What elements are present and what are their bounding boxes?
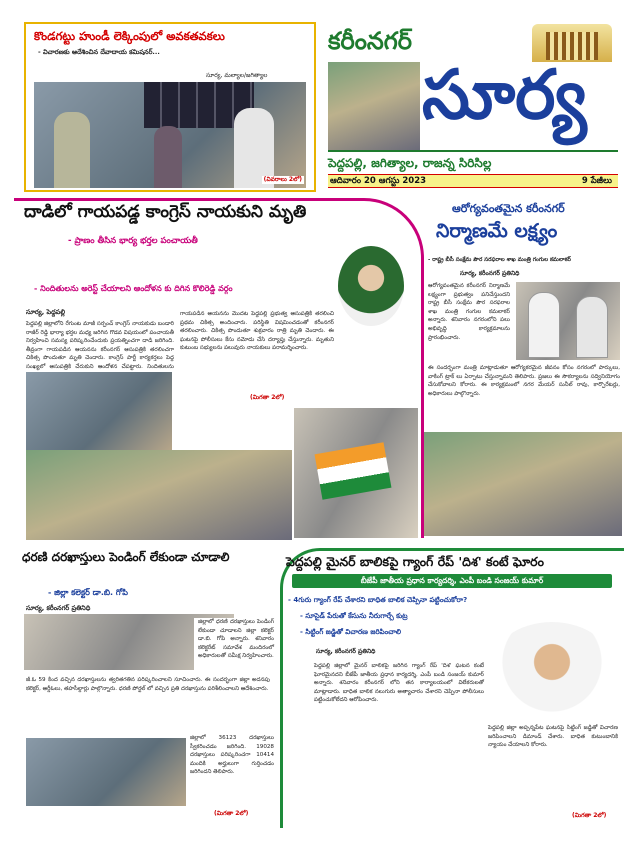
- masthead-regions: పెద్దపల్లి, జగిత్యాల, రాజన్న సిరిసిల్ల: [328, 150, 618, 172]
- story4-bullet2: - సూసైడ్ పేరుతో కేసును నీరుగార్చే కుట్ర: [300, 612, 408, 620]
- masthead: [322, 22, 618, 194]
- masthead-city: కరీంనగర్: [328, 26, 412, 55]
- top-story-continued: (వివరాలు 2లో): [263, 176, 302, 183]
- story3-body-small: జిల్లాలో 36123 దరఖాస్తులు స్వీకరించడం జరిగింది. 19028 దరఖాస్తులు పరిష్కరించగా 10414 మందికి అర్హులుగా గుర్తించడం జరిగిందని తెలిపారు.: [190, 735, 274, 776]
- masthead-date-bar: [328, 174, 618, 188]
- story3-officials-photo: [26, 738, 186, 806]
- story1-body-right: గాయపడిన ఆయనను మొదట పెద్దపల్లి ప్రభుత్వ ఆసుపత్రికి తరలించి ప్రథమ చికిత్స అందించారు. పరిస్థితి విషమించడంతో కరీంనగర్ తరలించారు. చికిత్స పొందుతూ శుక్రవారం రాత్రి మృతి చెందారు. ఈ ఘటనపై పోలీసులు కేసు నమోదు చేసి దర్యాప్తు చేస్తున్నారు. మృతుని కుటుంబ సభ్యులను పలువురు నాయకులు పరామర్శించారు.: [180, 311, 334, 352]
- story1-police-photo: [26, 450, 292, 540]
- story3-subhead: - జిల్లా కలెక్టర్ డా.బి. గోపి: [48, 588, 128, 597]
- story4-bullet1: - 4గురు గ్యాంగ్ రేప్ చేశారని బాధిత బాలిక చెప్పినా పట్టించుకోరా?: [288, 596, 468, 604]
- story1: [18, 198, 418, 538]
- story1-crowd-photo: [26, 372, 172, 450]
- story2-headline2: నిర్మాణమే లక్ష్యం: [436, 220, 558, 242]
- masthead-date: ఆదివారం 20 ఆగస్టు 2023: [330, 176, 427, 186]
- story3-body-full: జీ.ఓ 59 కింద వచ్చిన దరఖాస్తులను త్వరితగతిన పరిష్కరించాలని సూచించారు. ఈ సందర్భంగా జిల్లా అదనపు కలెక్టర్, ఆర్డీఓలు, తహసీల్దార్లు పాల్గొన్నారు. ధరణి పోర్టల్ లో వచ్చిన ప్రతి దరఖాస్తును పరిశీలించాలని ఆదేశించారు.: [26, 677, 270, 692]
- story2-byline: సూర్య, కరీంనగర్ ప్రతినిధి: [460, 270, 520, 277]
- top-story-byline: సూర్య, మల్యాల/జగిత్యాల: [206, 72, 268, 79]
- story3-headline: ధరణి దరఖాస్తులు పెండింగ్ లేకుండా చూడాలి: [22, 550, 230, 564]
- story1-funeral-photo: [294, 408, 418, 538]
- top-story: [24, 22, 316, 192]
- story2: [422, 198, 622, 538]
- story2-body-full: ఈ సందర్భంగా మంత్రి మాట్లాడుతూ ఆరోగ్యకరమైన జీవనం కోసం నగరంలో పార్కులు, వాకింగ్ ట్రాక్ లు ఏర్పాటు చేస్తున్నామని తెలిపారు. ప్రజలు ఈ సౌకర్యాలను సద్వినియోగం చేసుకోవాలని కోరారు. ఈ కార్యక్రమంలో నగర మేయర్ సునీల్ రావు, కార్పొరేటర్లు, అధికారులు పాల్గొన్నారు.: [428, 365, 620, 397]
- story2-headline1: ఆరోగ్యవంతమైన కరీంనగర్: [452, 202, 565, 215]
- story3-body-top: జిల్లాలో ధరణి దరఖాస్తులు పెండింగ్ లేకుండా చూడాలని జిల్లా కలెక్టర్ డా.బి. గోపి అన్నారు. శనివారం కలెక్టరేట్ సమావేశ మందిరంలో అధికారులతో సమీక్ష నిర్వహించారు.: [194, 618, 274, 674]
- story2-event-photo: [424, 432, 622, 536]
- minister-figure-left: [528, 292, 560, 358]
- top-story-headline: కొండగట్టు హుండీ లెక్కింపులో అవకతవకలు: [34, 29, 225, 43]
- story3-continued: (మిగతా 2లో): [214, 810, 249, 817]
- story1-body-left: పెద్దపల్లి జిల్లాలోని రేగుంట మాజీ సర్పంచ్ కాంగ్రెస్ నాయకుడు బండారి రాజీర్ రెడ్డి భార్యా భర్తల మధ్య జరిగిన గొడవ విషయంలో పంచాయతీ నిర్వహించి సమస్య పరిష్కరించేందుకు ప్రయత్నించగా దాడి జరిగింది. తీవ్రంగా గాయపడిన ఆయనను కరీంనగర్ ఆసుపత్రికి తరలించగా చికిత్స పొందుతూ మృతి చెందారు. కాంగ్రెస్ పార్టీ కార్యకర్తలు పెద్ద సంఖ్యలో ఆసుపత్రికి చేరుకుని ఆందోళన చేపట్టారు. నిందితులను: [26, 321, 174, 370]
- story4: [280, 544, 624, 826]
- masthead-paper-name: సూర్య: [422, 55, 587, 135]
- top-story-subhead: - విచారణకు ఆదేశించిన దేవాదాయ కమిషనర్...: [38, 48, 160, 56]
- story1-portrait: [338, 246, 404, 326]
- story2-minister-photo: [516, 282, 620, 360]
- story4-body: పెద్దపల్లి జిల్లాలో మైనర్ బాలికపై జరిగిన గ్యాంగ్ రేప్ 'దిశ' ఘటన కంటే ఘోరమైనదని బీజేపీ జాతీయ ప్రధాన కార్యదర్శి, ఎంపీ బండి సంజయ్ కుమార్ అన్నారు. శనివారం కరీంనగర్ లోని తన కార్యాలయంలో విలేకరులతో మాట్లాడారు. బాధిత బాలిక నలుగురు అత్యాచారం చేశారని చెప్పినా పోలీసులు పట్టించుకోలేదని ఆరోపించారు.: [314, 663, 484, 704]
- story1-headline: దాడిలో గాయపడ్డ కాంగ్రెస్ నాయకుని మృతి: [24, 202, 307, 222]
- story4-bullet3: - సిట్టింగ్ జడ్జితో విచారణ జరిపించాలి: [300, 628, 402, 636]
- story4-continued: (మిగతా 2లో): [572, 812, 607, 819]
- story1-continued: (మిగతా 2లో): [250, 394, 285, 401]
- top-story-photo: [34, 82, 306, 188]
- masthead-pages: 9 పేజీలు: [581, 176, 612, 186]
- story4-body-right: పెద్దపల్లి జిల్లా అప్పన్నపేట ఘటనపై సిట్టింగ్ జడ్జితో విచారణ జరిపించాలని డిమాండ్ చేశారు. బాధిత కుటుంబానికి న్యాయం చేయాలని కోరారు.: [488, 725, 618, 749]
- story2-body-left: ఆరోగ్యవంతమైన కరీంనగర్ నిర్మాణమే లక్ష్యంగా ప్రభుత్వం పనిచేస్తుందని రాష్ట్ర బీసీ సంక్షేమ పౌర సరఫరాల శాఖ మంత్రి గంగుల కమలాకర్ అన్నారు. శనివారం నగరంలోని పలు అభివృద్ధి కార్యక్రమాలను ప్రారంభించారు.: [428, 283, 510, 341]
- story1-byline: సూర్య, పెద్దపల్లి: [26, 308, 66, 316]
- story4-headline: పెద్దపల్లి మైనర్ బాలికపై గ్యాంగ్ రేప్ 'దిశ' కంటే ఘోరం: [286, 554, 544, 569]
- story1-subhead2: - నిందితులను అరెస్ట్ చేయాలని ఆందోళన కు దిగిన కొలిరెడ్డి వర్గం: [34, 284, 233, 293]
- person-figure-middle: [154, 126, 182, 188]
- story4-portrait: [488, 622, 616, 722]
- masthead-dam-photo: [328, 62, 420, 150]
- story4-byline: సూర్య, కరీంనగర్ ప్రతినిధి: [316, 648, 376, 655]
- story1-subhead1: - ప్రాణం తీసిన భార్య భర్తల పంచాయతీ: [68, 236, 198, 246]
- story3: [18, 548, 276, 822]
- story3-byline: సూర్య, కరీంనగర్ ప్రతినిధి: [26, 604, 91, 612]
- story2-subhead: - రాష్ట్ర బీసీ సంక్షేమ పౌర సరఫరాల శాఖ మంత్రి గంగుల కమలాకర్: [428, 257, 571, 263]
- story4-banner: బీజేపీ జాతీయ ప్రధాన కార్యదర్శి, ఎంపీ బండి సంజయ్ కుమార్: [292, 574, 612, 588]
- minister-figure-right: [576, 296, 608, 358]
- person-figure-left: [54, 112, 90, 188]
- party-flag-icon: [315, 442, 392, 499]
